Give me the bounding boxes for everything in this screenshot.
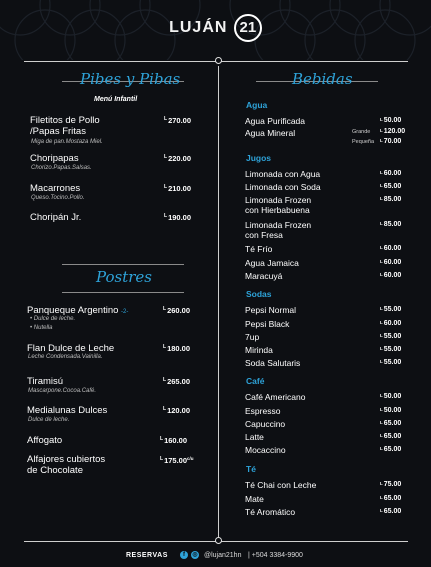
drink-price: $^L$55.00: [380, 359, 402, 366]
drink-size: Grande: [352, 129, 371, 135]
drink-price: $^L$60.00: [380, 272, 402, 279]
reservas-label: RESERVAS: [126, 552, 168, 559]
top-divider-dot: [215, 57, 222, 64]
menu-item-price: $^L$270.00: [164, 116, 192, 125]
kids-section-subtitle: Menú Infantil: [94, 96, 138, 103]
menu-item-desc: Miga de pan.Mostaza Miel.: [31, 139, 103, 145]
drink-price: $^L$55.00: [380, 346, 402, 353]
social-handle[interactable]: @lujan21hn: [204, 552, 242, 559]
menu-item-price: $^L$180.00: [163, 344, 191, 353]
drink-name: Mirinda: [245, 345, 273, 355]
drink-price: $^L$50.00: [380, 117, 402, 124]
drink-price: $^L$65.00: [380, 508, 402, 515]
menu-item-desc: Dulce de leche.: [28, 417, 70, 423]
menu-item-name: Flan Dulce de Leche: [27, 343, 115, 354]
bebidas-section-title: Bebidas: [292, 70, 353, 88]
drink-name: Limonada Frozen: [245, 195, 312, 205]
drink-price: $^L$65.00: [380, 420, 402, 427]
postres-title-rule: [62, 264, 184, 265]
menu-item-name: Choripapas: [30, 153, 79, 164]
menu-item-name: Choripán Jr.: [30, 212, 82, 223]
category-agua: Agua: [246, 100, 268, 110]
drink-name: Maracuyá: [245, 271, 283, 281]
drink-name: Limonada con Agua: [245, 169, 321, 179]
kids-section-title: Pibes y Pibas: [80, 70, 181, 88]
menu-item-price: $^L$260.00: [163, 306, 191, 315]
brand-word: LUJÁN: [169, 19, 228, 36]
facebook-icon[interactable]: f: [180, 551, 188, 559]
drink-name: Pepsi Black: [245, 319, 290, 329]
drink-price: $^L$85.00: [380, 221, 402, 228]
menu-item-price: $^L$190.00: [164, 213, 192, 222]
category-te: Té: [246, 464, 256, 474]
category-sodas: Sodas: [246, 289, 272, 299]
menu-item-price: $^L$265.00: [163, 377, 191, 386]
menu-item-desc: Chorizo.Papas.Salsas.: [31, 165, 92, 171]
drink-name: Café Americano: [245, 392, 306, 402]
drink-price: $^L$55.00: [380, 306, 402, 313]
column-divider: [218, 66, 219, 539]
instagram-icon[interactable]: ◎: [192, 552, 198, 558]
drink-name: Té Aromático: [245, 507, 296, 517]
drink-price: $^L$55.00: [380, 333, 402, 340]
drink-price: $^L$65.00: [380, 495, 402, 502]
menu-item-price: $^L175.00^{c/u}$: [160, 456, 194, 465]
drink-price: $^L$50.00: [380, 393, 402, 400]
drink-price: $^L$65.00: [380, 446, 402, 453]
postres-title-rule-bottom: [62, 292, 184, 293]
drink-name-cont: con Fresa: [245, 230, 283, 240]
drink-price: $^L$60.00: [380, 245, 402, 252]
menu-item-price: $^L$220.00: [164, 154, 192, 163]
menu-item-option: • Nutella: [30, 325, 53, 331]
menu-item-option: • Dulce de leche.: [30, 316, 76, 322]
bottom-divider-dot: [215, 537, 222, 544]
menu-item-price: $^L$120.00: [163, 406, 191, 415]
phone-number[interactable]: | +504 3384-9900: [248, 552, 303, 559]
drink-price: $^L$60.00: [380, 259, 402, 266]
menu-item-desc: Mascarpone.Cocoa.Café.: [28, 388, 97, 394]
category-cafe: Café: [246, 376, 265, 386]
drink-name: Latte: [245, 432, 264, 442]
brand-logo: [0, 14, 431, 42]
drink-name: Limonada con Soda: [245, 182, 321, 192]
drink-name: 7up: [245, 332, 260, 342]
menu-item-name: Medialunas Dulces: [27, 405, 108, 416]
menu-item-name-cont: de Chocolate: [27, 465, 83, 476]
drink-name: Espresso: [245, 406, 281, 416]
drink-price: $^L$50.00: [380, 407, 402, 414]
menu-item-name: Filetitos de Pollo: [30, 115, 100, 126]
drink-name: Mate: [245, 494, 264, 504]
menu-item-name: Affogato: [27, 435, 63, 446]
drink-price: $^L$85.00: [380, 196, 402, 203]
menu-item-desc: Queso.Tocino.Pollo.: [31, 195, 85, 201]
postres-section-title: Postres: [96, 268, 152, 286]
menu-item-desc: Leche Condensada.Vainilla.: [28, 354, 103, 360]
drink-size: Pequeña: [352, 139, 375, 145]
drink-price: $^L$60.00: [380, 320, 402, 327]
menu-item-name: Panqueque Argentino -2-: [27, 305, 129, 316]
menu-item-name: Macarrones: [30, 183, 81, 194]
category-jugos: Jugos: [246, 153, 272, 163]
brand-number: 21: [234, 14, 262, 42]
drink-name: Mocaccino: [245, 445, 286, 455]
drink-price: $^L$70.00: [380, 138, 402, 145]
drink-price: $^L$65.00: [380, 433, 402, 440]
drink-name: Soda Salutaris: [245, 358, 301, 368]
drink-name: Limonada Frozen: [245, 220, 312, 230]
drink-name: Agua Mineral: [245, 128, 296, 138]
drink-name-cont: con Hierbabuena: [245, 205, 310, 215]
drink-price: $^L$120.00: [380, 128, 406, 135]
drink-name: Té Chai con Leche: [245, 480, 317, 490]
drink-price: $^L$60.00: [380, 170, 402, 177]
drink-name: Agua Purificada: [245, 116, 306, 126]
menu-item-name-cont: /Papas Fritas: [30, 126, 86, 137]
menu-item-name: Alfajores cubiertos: [27, 454, 106, 465]
menu-item-price: $^L$210.00: [164, 184, 192, 193]
drink-name: Agua Jamaica: [245, 258, 299, 268]
drink-price: $^L$65.00: [380, 183, 402, 190]
drink-name: Pepsi Normal: [245, 305, 297, 315]
drink-price: $^L$75.00: [380, 481, 402, 488]
menu-item-name: Tiramisú: [27, 376, 64, 387]
menu-item-price: $^L$160.00: [160, 436, 188, 445]
drink-name: Té Frío: [245, 244, 273, 254]
drink-name: Capuccino: [245, 419, 286, 429]
